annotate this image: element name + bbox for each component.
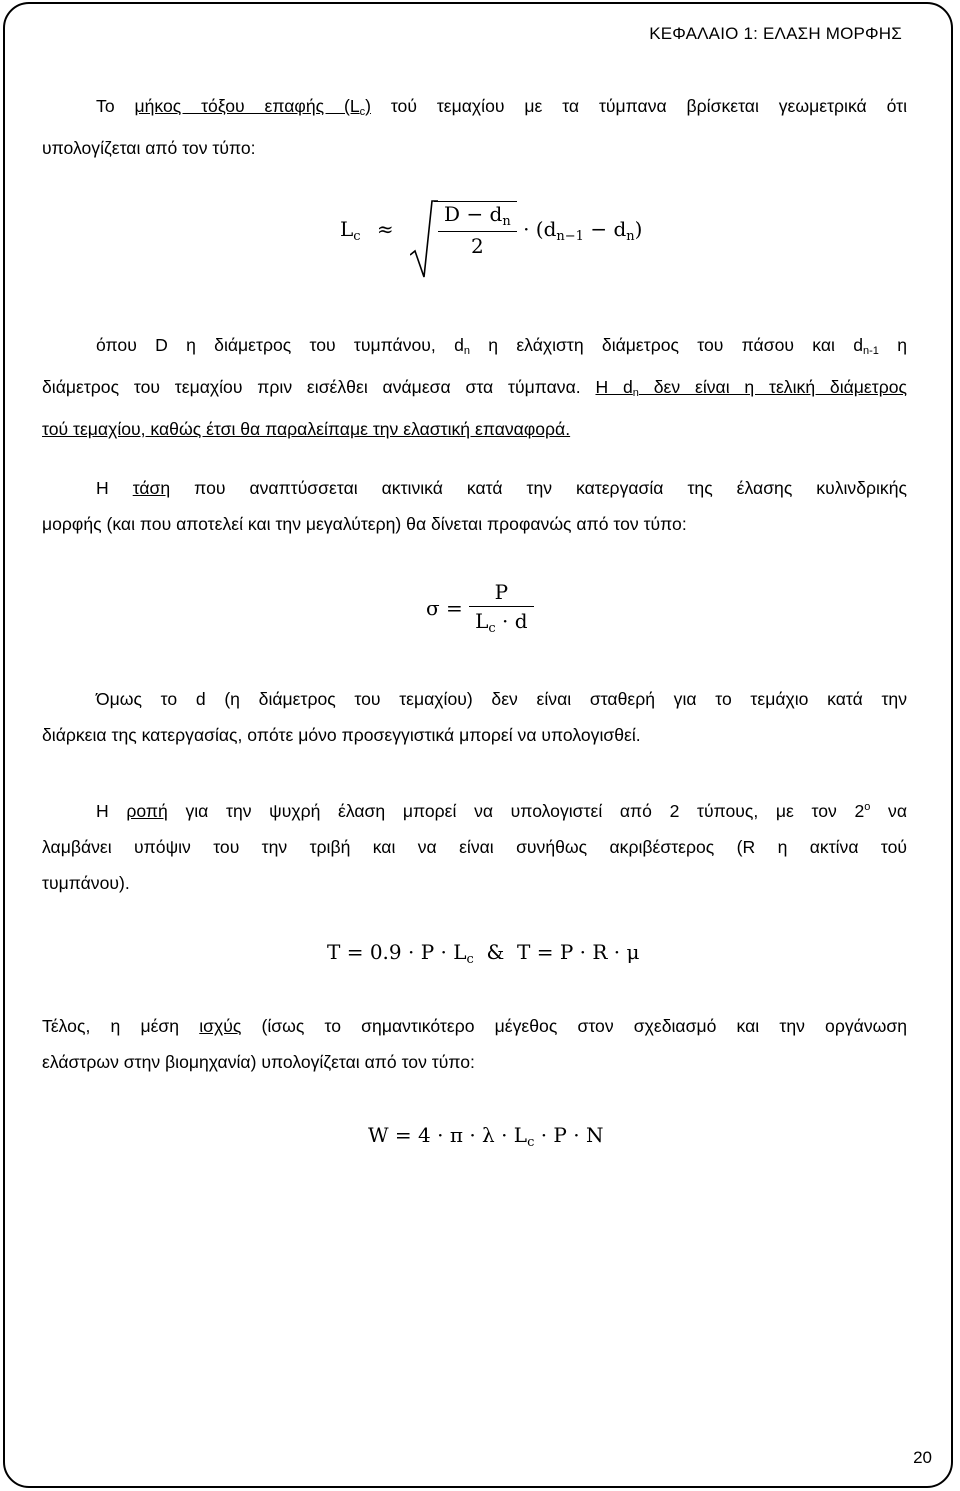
text: να [870, 801, 908, 821]
paragraph-line: τού τεμαχίου, καθώς έτσι θα παραλείπαμε την ελαστική επαναφορά. [42, 419, 571, 439]
eq-text: − d [583, 217, 627, 241]
text: η ελάχιστη διάμετρος του πάσου και d [469, 335, 863, 355]
text: Το [96, 96, 135, 116]
paragraph-stress [42, 470, 907, 542]
eq-subscript: c [488, 621, 496, 636]
equation-contact-length [340, 203, 642, 258]
eq-text: ) [634, 217, 643, 241]
text: Η [96, 801, 127, 821]
text: που αναπτύσσεται ακτινικά κατά την κατεργασία της έλασης κυλινδρικής [170, 478, 907, 498]
eq-sqrt [410, 203, 517, 258]
subscript: c [359, 106, 366, 118]
text: Η [96, 478, 133, 498]
eq-relation: ≈ [376, 217, 394, 241]
subscript: n-1 [863, 345, 879, 357]
eq-text: σ = [426, 596, 463, 620]
eq-subscript: n [626, 229, 635, 244]
subscript: n [463, 345, 470, 357]
sqrt-body [434, 201, 517, 258]
eq-numerator [438, 202, 517, 232]
eq-text: L [475, 609, 489, 633]
eq-denominator: 2 [471, 234, 484, 258]
text: όπου D η διάμετρος του τυμπάνου, d [96, 335, 464, 355]
text: για την ψυχρή έλαση μπορεί να υπολογιστεί από 2 τύπους, με τον 2 [167, 801, 865, 821]
paragraph-line: τυμπάνου). [42, 873, 130, 893]
text: διάμετρος του τεμαχίου πριν εισέλθει ανάμεσα στα τύμπανα. [42, 377, 596, 397]
equation-torque [327, 940, 640, 967]
equation-power [368, 1123, 603, 1150]
eq-subscript: c [353, 229, 361, 244]
superscript: ο [864, 801, 871, 813]
text: Τέλος, η μέση [42, 1016, 200, 1036]
text: ) [365, 96, 371, 116]
subscript: n [632, 387, 639, 399]
paragraph-torque [42, 789, 907, 901]
eq-subscript: n−1 [556, 229, 584, 244]
eq-numerator: P [469, 580, 533, 607]
paragraph-line: Όμως το d (η διάμετρος του τεμαχίου) δεν είναι σταθερή για το τεμάχιο κατά την [96, 689, 907, 709]
eq-text: W = 4 · π · λ · L [368, 1123, 528, 1147]
underlined-note [595, 377, 907, 397]
term-torque: ροπή [126, 801, 168, 821]
paragraph-line: ελάστρων στην βιομηχανία) υπολογίζεται από τον τύπο: [42, 1052, 475, 1072]
eq-subscript: n [502, 214, 511, 229]
paragraph-definitions [42, 327, 907, 447]
text: Η d [595, 377, 633, 397]
text: (ίσως το σημαντικότερο μέγεθος στον σχεδιασμό και την οργάνωση [241, 1016, 907, 1036]
paragraph-line: μορφής (και που αποτελεί και την μεγαλύτερη) θα δίνεται προφανώς από τον τύπο: [42, 514, 687, 534]
eq-denominator [469, 607, 533, 636]
eq-text: D − d [444, 202, 503, 226]
eq-rest [523, 217, 643, 244]
equation-stress [426, 580, 534, 636]
eq-text: · d [495, 609, 528, 633]
paragraph-line: διάρκεια της κατεργασίας, οπότε μόνο προσεγγιστικά μπορεί να υπολογισθεί. [42, 725, 641, 745]
sqrt-radical-icon [410, 199, 438, 279]
paragraph-line [42, 470, 907, 506]
paragraph-line: υπολογίζεται από τον τύπο: [42, 138, 256, 158]
page-number: 20 [913, 1448, 932, 1467]
eq-fraction [438, 202, 517, 258]
paragraph-contact-length [42, 88, 907, 166]
paragraph-line [42, 327, 907, 369]
page-header: ΚΕΦΑΛΑΙΟ 1: ΕΛΑΣΗ ΜΟΡΦΗΣ [649, 24, 902, 43]
term-power: ισχύς [199, 1016, 242, 1036]
paragraph-line: λαμβάνει υπόψιν του την τριβή και να είναι συνήθως ακριβέστερος (R η ακτίνα τού [42, 837, 907, 857]
eq-text: · P · N [534, 1123, 604, 1147]
eq-subscript: c [527, 1135, 535, 1150]
paragraph-line [42, 1008, 907, 1044]
term-stress: τάση [132, 478, 171, 498]
paragraph-diameter-note [42, 681, 907, 753]
paragraph-power [42, 1008, 907, 1080]
eq-fraction [469, 580, 533, 636]
eq-text: T = 0.9 · P · L [327, 940, 467, 964]
eq-text: · (d [523, 217, 557, 241]
paragraph-line [42, 789, 907, 829]
text: δεν είναι η τελική διάμετρος [638, 377, 907, 397]
eq-symbol: L [340, 217, 354, 241]
text: τού τεμαχίου με τα τύμπανα βρίσκεται γεωμετρικά ότι [370, 96, 907, 116]
paragraph-line [42, 88, 907, 130]
paragraph-line [42, 369, 907, 411]
text: μήκος τόξου επαφής (L [134, 96, 360, 116]
term-contact-length [134, 96, 371, 116]
eq-text: & T = P · R · μ [473, 940, 640, 964]
eq-subscript: c [466, 952, 474, 967]
text: η [878, 335, 907, 355]
